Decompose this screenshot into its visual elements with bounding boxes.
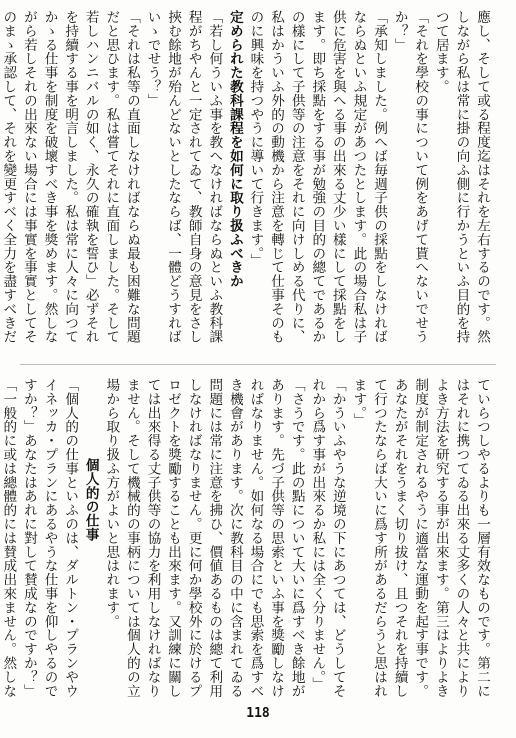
paragraph: 「かういふやうな逆境の下にあつては、どうしてそれから爲す事が出來るか私には全く分りません。」 bbox=[309, 378, 346, 698]
section-heading: 定められた教科課程を如何に取り扱ふべきか bbox=[226, 10, 243, 288]
paragraph: 「承知しました。例へば毎週子供の採點をしなければならぬといふ規定があつたとします。此の場合私は子供に危害を與へる事の出來る丈少い樣にして採點をします。即ち採點をする事が勉強の目的の總てであるかの樣にして子供等の注意をそれに向けしめる代りに、私はかういふ外的の動機から注意を轉じて仕事そのものに興味を持つやうに導いて行きます。」 bbox=[247, 10, 388, 344]
lower-text-block bbox=[0, 378, 492, 698]
paragraph: 「それは私等の直面しなければならぬ最も困難な問題だと思ひます。私は嘗てそれに直面しました。そして若しハンニバルの如く、永久の確執を誓ひ」必ずそれを持續する事を明言しました。私は常に人々に向つてかゝる仕事を制度を破壞すべき事を獎めます。然しながら若しそれの出來ない場合には事實を事實としてそのまゝ承認して、それを變更すべく全力を盡すべきだ bbox=[0, 10, 140, 344]
paragraph: 「若し何ういふ事を教へなければならぬといふ教科課程がちやんと一定されてゐて、教師自身の意見をさし挾む餘地が殆んどないとしたならば、一體どうすればいゝでせう？」 bbox=[144, 10, 223, 344]
paragraph: 應し、そして或る程度迄はそれを左右するのです。然しながら私は常に掛の向ふ側に行かうといふ目的を持つて居ます。 bbox=[432, 10, 490, 344]
upper-text-block bbox=[0, 10, 492, 352]
paragraph: ていらつしやるよりも一層有效なものです。第二にはそれに携つてゐる出來る丈多くの人々と共によりよき方法を研究する事が出來ます。第三はよりよき制度が制定されるやうに適當な運動を起す事です。あなたがそれをうまく切り拔け、且つそれを持續して行つたならば大いに爲す所があるだらうと思はれます。」 bbox=[350, 378, 490, 698]
paragraph: 「それを學校の事について例をあげて貰へないでせうか？」 bbox=[391, 10, 429, 344]
paragraph: 「個人的の仕事といふのは、ダルトン・プランやウイネッカ・プランにあるやうな仕事を仰しやるのですか？」あなたはあれに對して賛成なのですか？」 bbox=[20, 378, 79, 698]
paragraph: 「一般的に或は總體的には賛成出來ません。然しな bbox=[0, 378, 17, 698]
paragraph: 「さうです。此の點について大いに爲すべき餘地があります。先づ子供等の思索といふ事を獎勵しなければなりません。如何なる場合にでも思索を爲すべき機會があります。次に教科目の中に含まれてゐる問題には常に注意を拂ひ、價値あるものは總て利用しなければなりません。更に何か學校外に於けるプロゼクトを獎勵することも出來ます。又訓練に關しては出來得る丈子供等の協力を利用しなければなりません。そして機械的の事柄については個人的の立場から取り扱ふ方がよいと思はれます。 bbox=[103, 378, 305, 698]
page-number: 118 bbox=[246, 706, 270, 721]
section-heading: 個人的の仕事 bbox=[82, 458, 99, 542]
section-divider bbox=[20, 364, 496, 365]
